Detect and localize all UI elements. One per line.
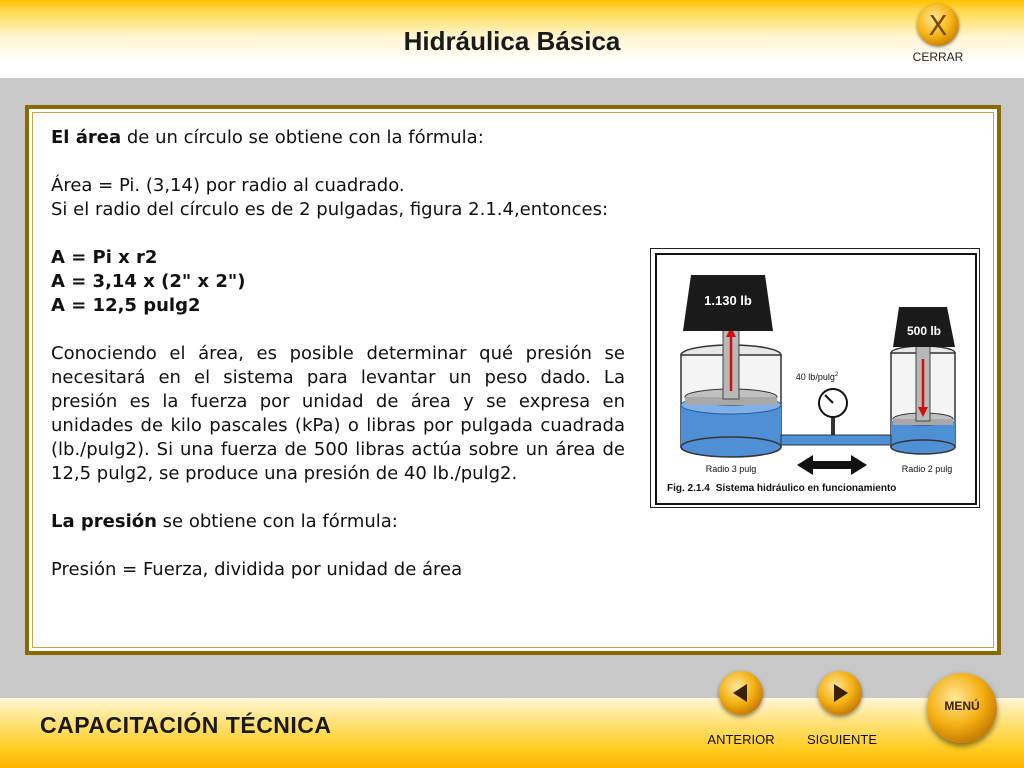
menu-button[interactable]	[927, 673, 997, 743]
figure-frame	[655, 253, 977, 505]
close-icon: X	[928, 9, 948, 42]
pressure-bold: La presión	[51, 511, 157, 532]
hydraulic-figure	[650, 248, 980, 508]
next-button[interactable]	[818, 671, 862, 715]
calc-3: A = 12,5 pulg2	[51, 295, 201, 316]
large-weight-label: 1.130 lb	[704, 293, 752, 308]
header-bar	[0, 0, 1024, 78]
close-button[interactable]	[917, 4, 959, 46]
arrow-right-icon	[829, 682, 851, 704]
figure-caption: Fig. 2.1.4 Sistema hidráulico en funcionamiento	[667, 483, 897, 494]
brand-label: CAPACITACIÓN TÉCNICA	[40, 712, 332, 738]
lesson-text	[51, 126, 625, 582]
hydraulic-diagram	[657, 255, 975, 503]
radius-left-label: Radio 3 pulg	[705, 464, 757, 474]
intro-bold: El área	[51, 127, 122, 148]
next-label: SIGUIENTE	[806, 732, 878, 747]
explanation-paragraph: Conociendo el área, es posible determinar qué presión se necesitará en el sistema para levantar un peso dado. La presión es la fuerza por unidad de área y se expresa en unidades de kilo pascales (kPa) o libras por pulgada cuadrada (lb./pulg2). Si una fuerza de 500 libras actúa sobre un área de 12,5 pulg2, se produce una presión de 40 lb./pulg2.	[51, 343, 625, 484]
calc-line-1	[51, 246, 625, 270]
connecting-pipe	[781, 435, 891, 445]
radius-text: Si el radio del círculo es de 2 pulgadas, figura 2.1.4,entonces:	[51, 199, 609, 220]
gauge-label: 40 lb/pulg$^2$	[795, 372, 839, 382]
pressure-rest: se obtiene con la fórmula:	[156, 511, 398, 532]
close-label: CERRAR	[912, 50, 964, 64]
intro-line	[51, 126, 625, 150]
page-title: Hidráulica Básica	[403, 26, 621, 56]
pressure-line	[51, 510, 625, 534]
small-weight-label: 500 lb	[906, 324, 942, 338]
area-formula: Área = Pi. (3,14) por radio al cuadrado.	[51, 175, 405, 196]
previous-button[interactable]	[719, 671, 763, 715]
double-arrow	[797, 455, 867, 475]
calc-line-2	[51, 270, 625, 294]
calc-line-3	[51, 294, 625, 318]
arrow-left-icon	[730, 682, 752, 704]
calc-1: A = Pi x r2	[51, 247, 158, 268]
calc-2: A = 3,14 x (2" x 2")	[51, 271, 246, 292]
radius-right-label: Radio 2 pulg	[901, 464, 953, 474]
previous-label: ANTERIOR	[707, 732, 775, 747]
pressure-formula: Presión = Fuerza, dividida por unidad de área	[51, 559, 463, 580]
intro-rest: de un círculo se obtiene con la fórmula:	[121, 127, 484, 148]
menu-label: MENÚ	[944, 699, 980, 713]
